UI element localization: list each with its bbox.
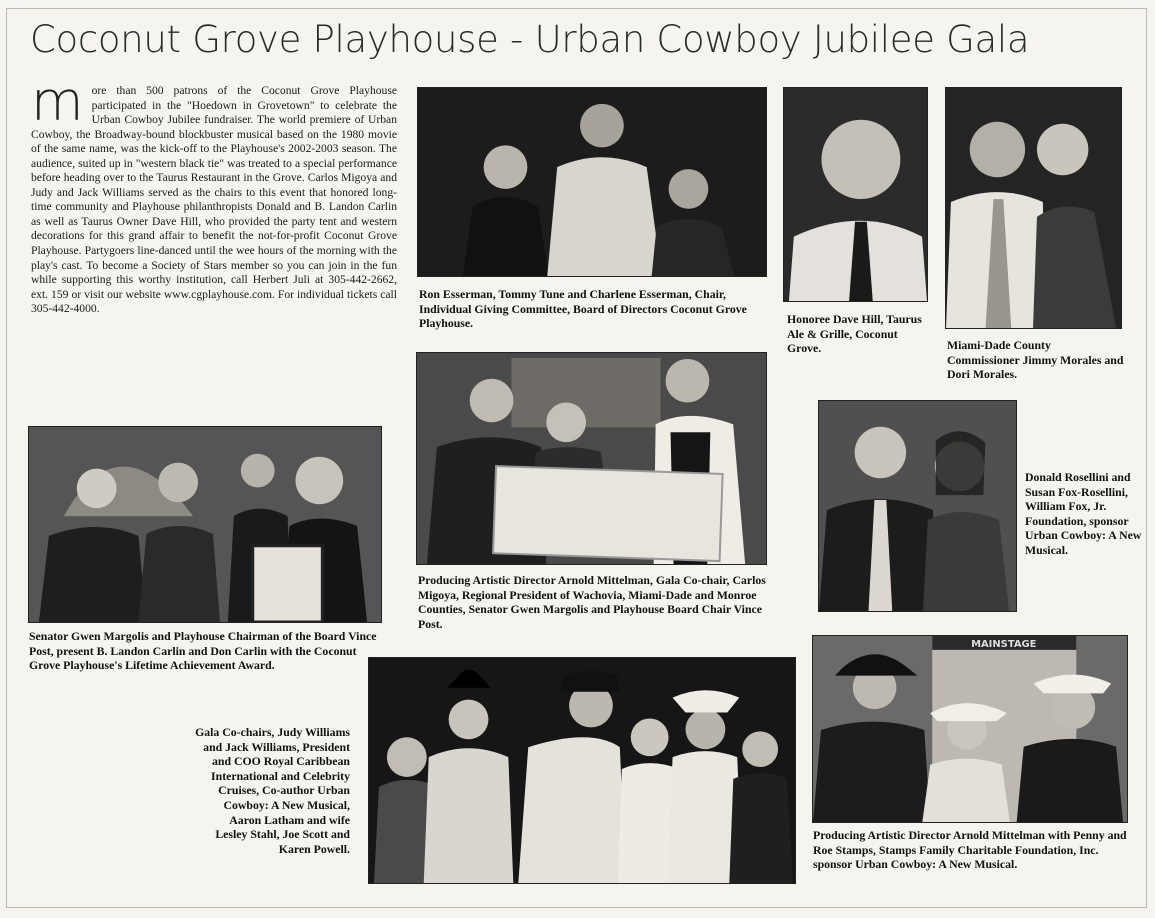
caption-check-presentation: Producing Artistic Director Arnold Mittelman, Gala Co-chair, Carlos Migoya, Regional President of Wachovia, Miami-Dade and Monroe Counties, Senator Gwen Margolis and Playhouse Board Chair Vince Post. [418,573,766,631]
photo-williams-group [368,657,796,884]
photo-stamps [812,635,1128,823]
intro-article [31,70,397,317]
photo-morales [945,87,1122,329]
headline: Coconut Grove Playhouse - Urban Cowboy Jubilee Gala [30,18,1030,61]
caption-stamps: Producing Artistic Director Arnold Mittelman with Penny and Roe Stamps, Stamps Family Charitable Foundation, Inc. sponsor Urban Cowboy: A New Musical. [813,828,1127,872]
mainstage-sign-text: MAINSTAGE [971,638,1037,650]
photo-dave-hill [783,87,928,302]
photo-esserman-tune [417,87,767,277]
caption-dave-hill: Honoree Dave Hill, Taurus Ale & Grille, Coconut Grove. [787,312,922,356]
photo-check-presentation [416,352,767,565]
caption-morales: Miami-Dade County Commissioner Jimmy Morales and Dori Morales. [947,338,1124,382]
photo-rosellini [818,400,1017,612]
photo-margolis-award [28,426,382,623]
drop-cap: m [31,70,84,133]
caption-esserman-tune: Ron Esserman, Tommy Tune and Charlene Esserman, Chair, Individual Giving Committee, Board of Directors Coconut Grove Playhouse. [419,287,747,331]
intro-text: ore than 500 patrons of the Coconut Grove Playhouse participated in the "Hoedown in Grovetown" to celebrate the Urban Cowboy Jubilee fundraiser. The world premiere of Urban Cowboy, the Broadway-bound blockbuster musical based on the 1980 movie of the same name, was the kick-off to the Playhouse's 2002-2003 season. The audience, suited up in "western black tie" was treated to a special performance before heading over to the Taurus Restaurant in the Grove. Carlos Migoya and Judy and Jack Williams served as the chairs to this event that honored long-time community and Playhouse philanthropists Donald and B. Landon Carlin as well as Taurus Owner Dave Hill, who provided the party tent and western decorations for this grand affair to benefit the not-for-profit Coconut Grove Playhouse. Partygoers line-danced until the wee hours of the morning with the play's cast. To become a Society of Stars member so you can join in the fun while supporting this worthy institution, call Herbert Juli at 305-442-2662, ext. 159 or visit our website www.cgplayhouse.com. For individual tickets call 305-442-4000. [31,84,397,316]
caption-margolis-award: Senator Gwen Margolis and Playhouse Chairman of the Board Vince Post, present B. Landon Carlin and Don Carlin with the Coconut Grove Playhouse's Lifetime Achievement Award. [29,629,377,673]
caption-williams-group: Gala Co-chairs, Judy Williams and Jack Williams, President and COO Royal Caribbean International and Celebrity Cruises, Co-author Urban Cowboy: A New Musical, Aaron Latham and wife Lesley Stahl, Joe Scott and Karen Powell. [195,725,350,856]
caption-rosellini: Donald Rosellini and Susan Fox-Rosellini, William Fox, Jr. Foundation, sponsor Urban Cowboy: A New Musical. [1025,470,1142,557]
